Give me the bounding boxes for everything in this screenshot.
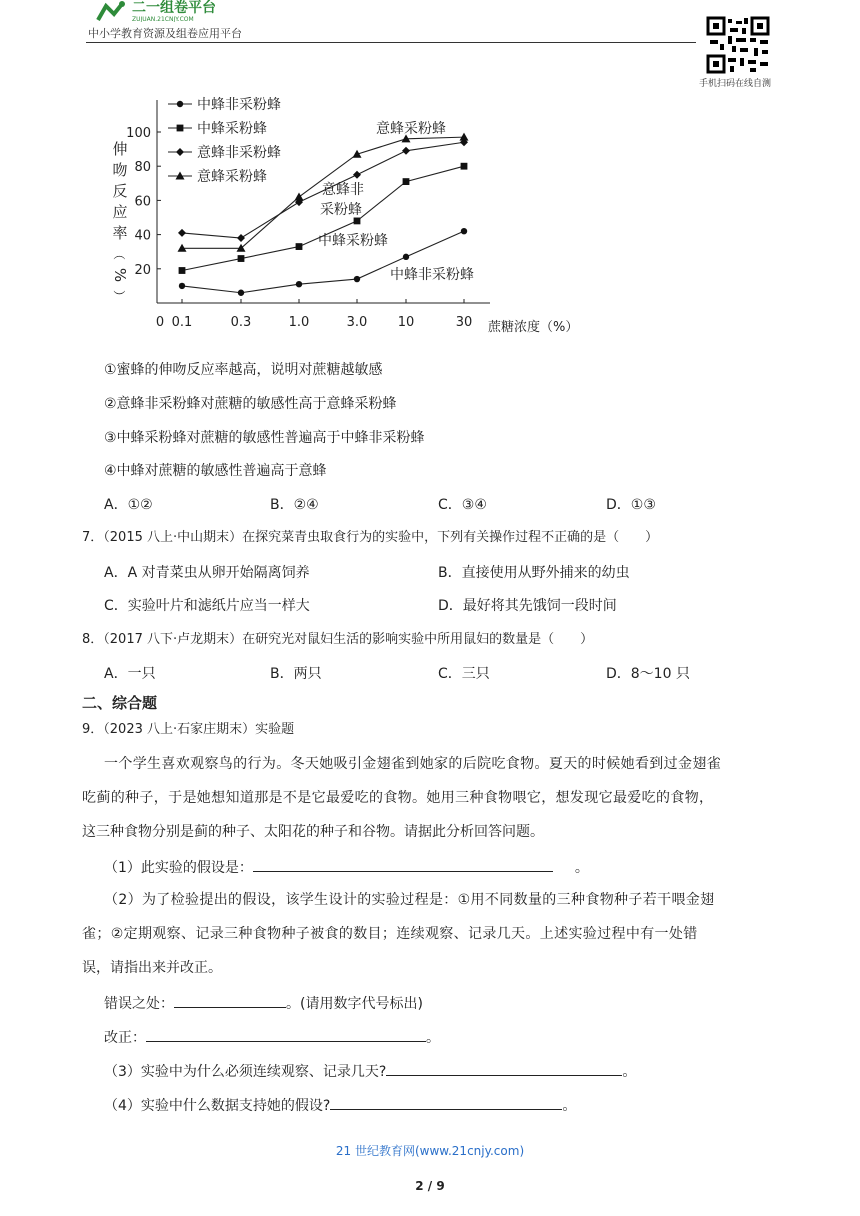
q9-sub4-prefix: （4）实验中什么数据支持她的假设? <box>104 1098 331 1114</box>
q9-sub1-prefix: （1）此实验的假设是： <box>104 860 253 876</box>
y-tick-label: 40 <box>134 228 151 244</box>
q9-fix-line <box>104 1027 440 1047</box>
sub4-answer-blank[interactable] <box>330 1095 562 1110</box>
y-axis-label-char: 应 <box>112 203 128 221</box>
data-point <box>177 125 184 132</box>
q9-error-line <box>104 993 423 1013</box>
q6-option-d[interactable]: D．①③ <box>606 497 656 513</box>
data-point <box>238 290 244 296</box>
chart-legend <box>168 96 281 185</box>
statement-3: ③中蜂采粉蜂对蔗糖的敏感性普遍高于中蜂非采粉蜂 <box>104 430 425 446</box>
data-point <box>296 281 302 287</box>
x-tick-label: 3.0 <box>346 315 368 330</box>
page-number: 2 / 9 <box>415 1179 445 1193</box>
sub3-answer-blank[interactable] <box>386 1061 622 1076</box>
legend-label: 中蜂采粉蜂 <box>197 121 267 137</box>
x-axis-label: 蔗糖浓度（%） <box>488 320 579 335</box>
data-point <box>461 163 468 170</box>
x-origin-label: 0 <box>155 315 165 330</box>
data-point <box>238 255 245 262</box>
data-point <box>295 192 304 200</box>
data-point <box>179 267 186 274</box>
y-axis-label-char: % <box>111 267 129 283</box>
y-axis-label-char: （ <box>112 247 126 261</box>
fix-suffix: 。 <box>426 1030 440 1046</box>
error-suffix: 。(请用数字代号标出) <box>286 996 423 1012</box>
q9-sub4-suffix: 。 <box>562 1098 577 1114</box>
q9-sub1 <box>104 857 589 877</box>
data-point <box>403 254 409 260</box>
site-logo <box>92 0 272 22</box>
q9-stem: 9．（2023 八上·石家庄期末）实验题 <box>82 722 295 737</box>
q9-sub1-suffix: 。 <box>574 860 589 876</box>
y-tick-label: 20 <box>134 262 151 278</box>
q9-sub3-suffix: 。 <box>622 1064 637 1080</box>
chart-annotation: 中蜂非采粉蜂 <box>390 267 474 283</box>
data-point <box>460 133 469 141</box>
logo-url: ZUJUAN.21CNJY.COM <box>132 16 194 22</box>
q7-option-b[interactable]: B．直接使用从野外捕来的幼虫 <box>438 565 630 581</box>
data-point <box>237 234 245 242</box>
y-axis-label-char: 反 <box>112 182 128 200</box>
legend-label: 意蜂非采粉蜂 <box>197 145 281 161</box>
x-tick-label: 30 <box>455 315 473 330</box>
error-prefix: 错误之处： <box>104 996 174 1012</box>
q9-sub3-prefix: （3）实验中为什么必须连续观察、记录几天? <box>104 1064 387 1080</box>
statement-2: ②意蜂非采粉蜂对蔗糖的敏感性高于意蜂采粉蜂 <box>104 396 397 412</box>
q8-option-a[interactable]: A．一只 <box>104 666 156 682</box>
data-point <box>461 228 467 234</box>
footer-link[interactable]: 21 世纪教育网(www.21cnjy.com) <box>335 1144 525 1158</box>
y-tick-label: 80 <box>134 160 151 176</box>
statement-4: ④中蜂对蔗糖的敏感性普遍高于意蜂 <box>104 463 327 479</box>
statement-1: ①蜜蜂的伸吻反应率越高，说明对蔗糖越敏感 <box>104 362 383 378</box>
data-point <box>354 218 361 225</box>
x-tick-label: 1.0 <box>288 315 310 330</box>
q9-paragraph-line2: 吃蓟的种子，于是她想知道那是不是它最爱吃的食物。她用三种食物喂它，想发现它最爱吃的食物， <box>82 790 714 806</box>
y-axis-label-vertical <box>111 140 129 302</box>
data-point <box>403 178 410 185</box>
chart-annotation: 采粉蜂 <box>320 202 362 218</box>
fix-answer-blank[interactable] <box>146 1027 426 1042</box>
q7-option-c[interactable]: C．实验叶片和滤纸片应当一样大 <box>104 598 310 614</box>
hypothesis-answer-blank[interactable] <box>253 857 553 872</box>
y-axis-label-char: ） <box>112 289 126 303</box>
error-answer-blank[interactable] <box>174 993 286 1008</box>
qr-caption: 手机扫码在线自测 <box>699 79 772 89</box>
fix-prefix: 改正： <box>104 1030 146 1046</box>
legend-label: 中蜂非采粉蜂 <box>197 97 281 113</box>
x-tick-label: 0.1 <box>171 315 193 330</box>
y-tick-label: 100 <box>126 126 151 141</box>
header-divider <box>86 42 696 43</box>
q9-paragraph-line3: 这三种食物分别是蓟的种子、太阳花的种子和谷物。请据此分析回答问题。 <box>82 824 544 840</box>
q7-option-a[interactable]: A．A 对青菜虫从卵开始隔离饲养 <box>104 565 310 581</box>
q9-sub4 <box>104 1095 576 1115</box>
runner-logo-icon <box>98 4 122 20</box>
y-axis-label-char: 吻 <box>112 161 128 179</box>
qr-code-icon[interactable] <box>706 16 770 74</box>
y-tick-label: 60 <box>134 194 151 210</box>
y-axis-label-char: 率 <box>112 224 128 242</box>
data-point <box>296 243 303 250</box>
q9-sub3 <box>104 1061 636 1081</box>
data-point <box>402 147 410 155</box>
section-heading: 二、综合题 <box>82 694 158 712</box>
q8-stem: 8．（2017 八下·卢龙期末）在研究光对鼠妇生活的影响实验中所用鼠妇的数量是（ ） <box>82 632 594 647</box>
x-tick-label: 0.3 <box>230 315 252 330</box>
q7-option-d[interactable]: D．最好将其先饿饲一段时间 <box>438 598 617 614</box>
q7-stem: 7．（2015 八上·中山期末）在探究菜青虫取食行为的实验中，下列有关操作过程不正确的是（ ） <box>82 530 659 545</box>
logo-text: 二一组卷平台 <box>132 0 216 16</box>
chart-annotation: 中蜂采粉蜂 <box>318 233 388 249</box>
q6-option-b[interactable]: B．②④ <box>270 497 319 513</box>
chart-annotation: 意蜂采粉蜂 <box>376 121 446 137</box>
data-point <box>354 276 360 282</box>
q6-option-c[interactable]: C．③④ <box>438 497 487 513</box>
q9-paragraph-line1: 一个学生喜欢观察鸟的行为。冬天她吸引金翅雀到她家的后院吃食物。夏天的时候她看到过金翅雀 <box>104 756 722 772</box>
data-point <box>353 171 361 179</box>
q8-option-b[interactable]: B．两只 <box>270 666 322 682</box>
q9-sub2-line2: 雀；②定期观察、记录三种食物种子被食的数目；连续观察、记录几天。上述实验过程中有一处错 <box>82 926 698 942</box>
y-axis-label-char: 伸 <box>112 140 128 158</box>
sucrose-response-chart <box>100 92 600 342</box>
data-point <box>177 101 183 107</box>
data-point <box>176 148 184 156</box>
q8-option-c[interactable]: C．三只 <box>438 666 490 682</box>
data-point <box>179 283 185 289</box>
q9-sub2-line3: 误，请指出来并改正。 <box>82 960 222 976</box>
x-tick-label: 10 <box>397 315 415 330</box>
header-subtitle: 中小学教育资源及组卷应用平台 <box>88 27 242 40</box>
q8-option-d[interactable]: D．8～10 只 <box>606 666 690 682</box>
q6-option-a[interactable]: A．①② <box>104 497 153 513</box>
q9-sub2-line1: （2）为了检验提出的假设，该学生设计的实验过程是：①用不同数量的三种食物种子若干喂金翅 <box>104 892 715 908</box>
data-point <box>178 229 186 237</box>
legend-label: 意蜂采粉蜂 <box>197 169 267 185</box>
chart-annotation: 意蜂非 <box>322 182 364 198</box>
